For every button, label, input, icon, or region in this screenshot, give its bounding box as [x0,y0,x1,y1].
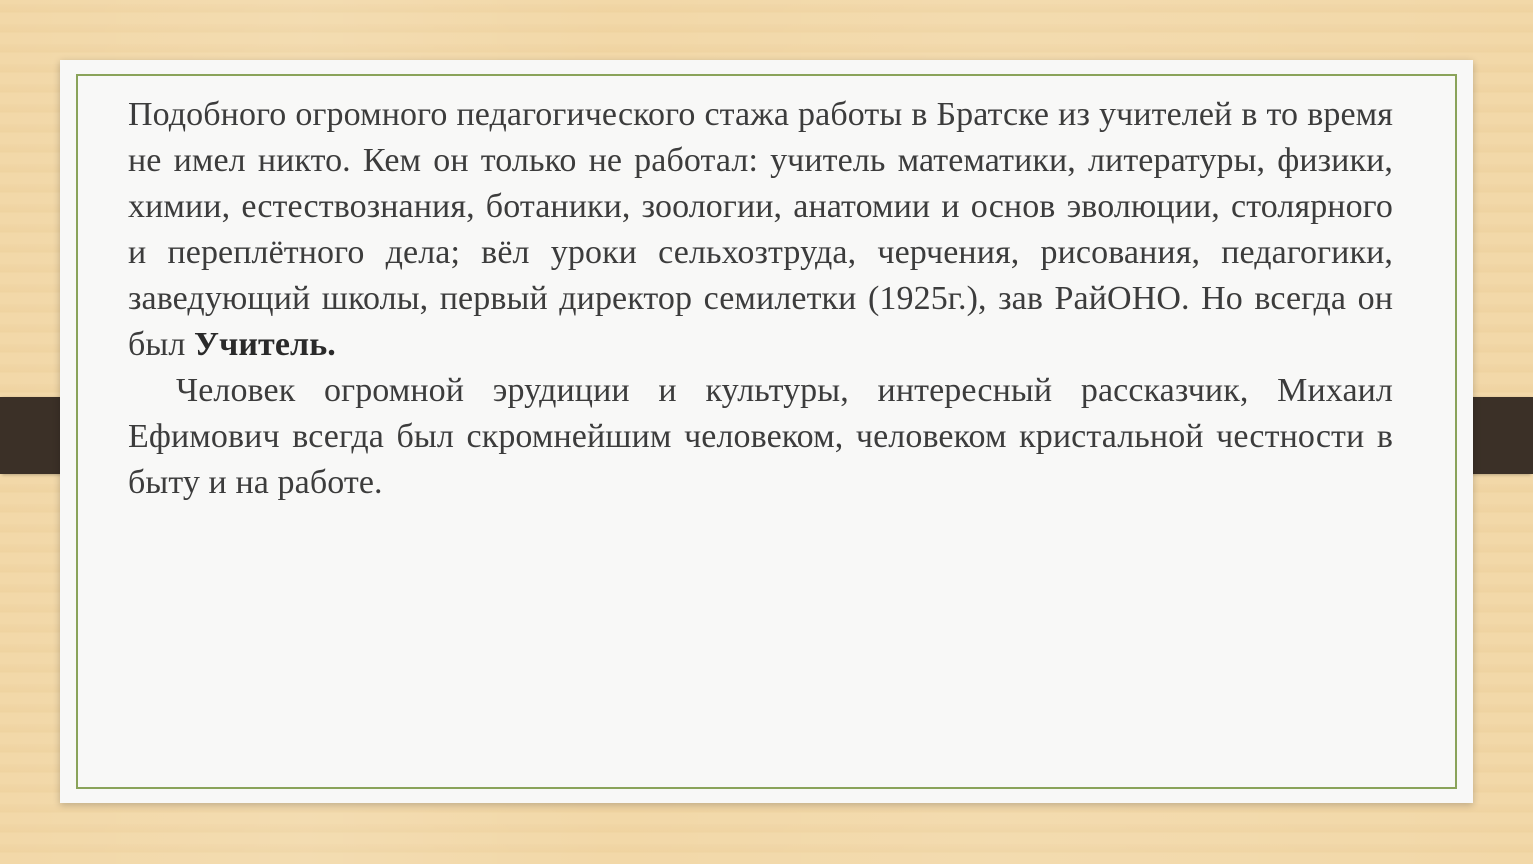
slide-text-body [128,92,1393,506]
paragraph-1 [128,92,1393,368]
paragraph-1-bold-word: Учитель. [194,326,336,363]
paragraph-1-text: Подобного огромного педагогического стажа работы в Братске из учителей в то время не имел никто. Кем он только не работал: учитель математики, литературы, физики, химии, естествознания, ботаники, зоологии, анатомии и основ эволюции, столярного и переплётного дела; вёл уроки сельхозтруда, черчения, рисования, педагогики, заведующий школы, первый директор семилетки (1925г.), зав РайОНО. Но всегда он был [128,96,1393,363]
paragraph-2: Человек огромной эрудиции и культуры, интересный рассказчик, Михаил Ефимович всегда был скромнейшим человеком, человеком кристальной честности в быту и на работе. [128,372,1393,501]
